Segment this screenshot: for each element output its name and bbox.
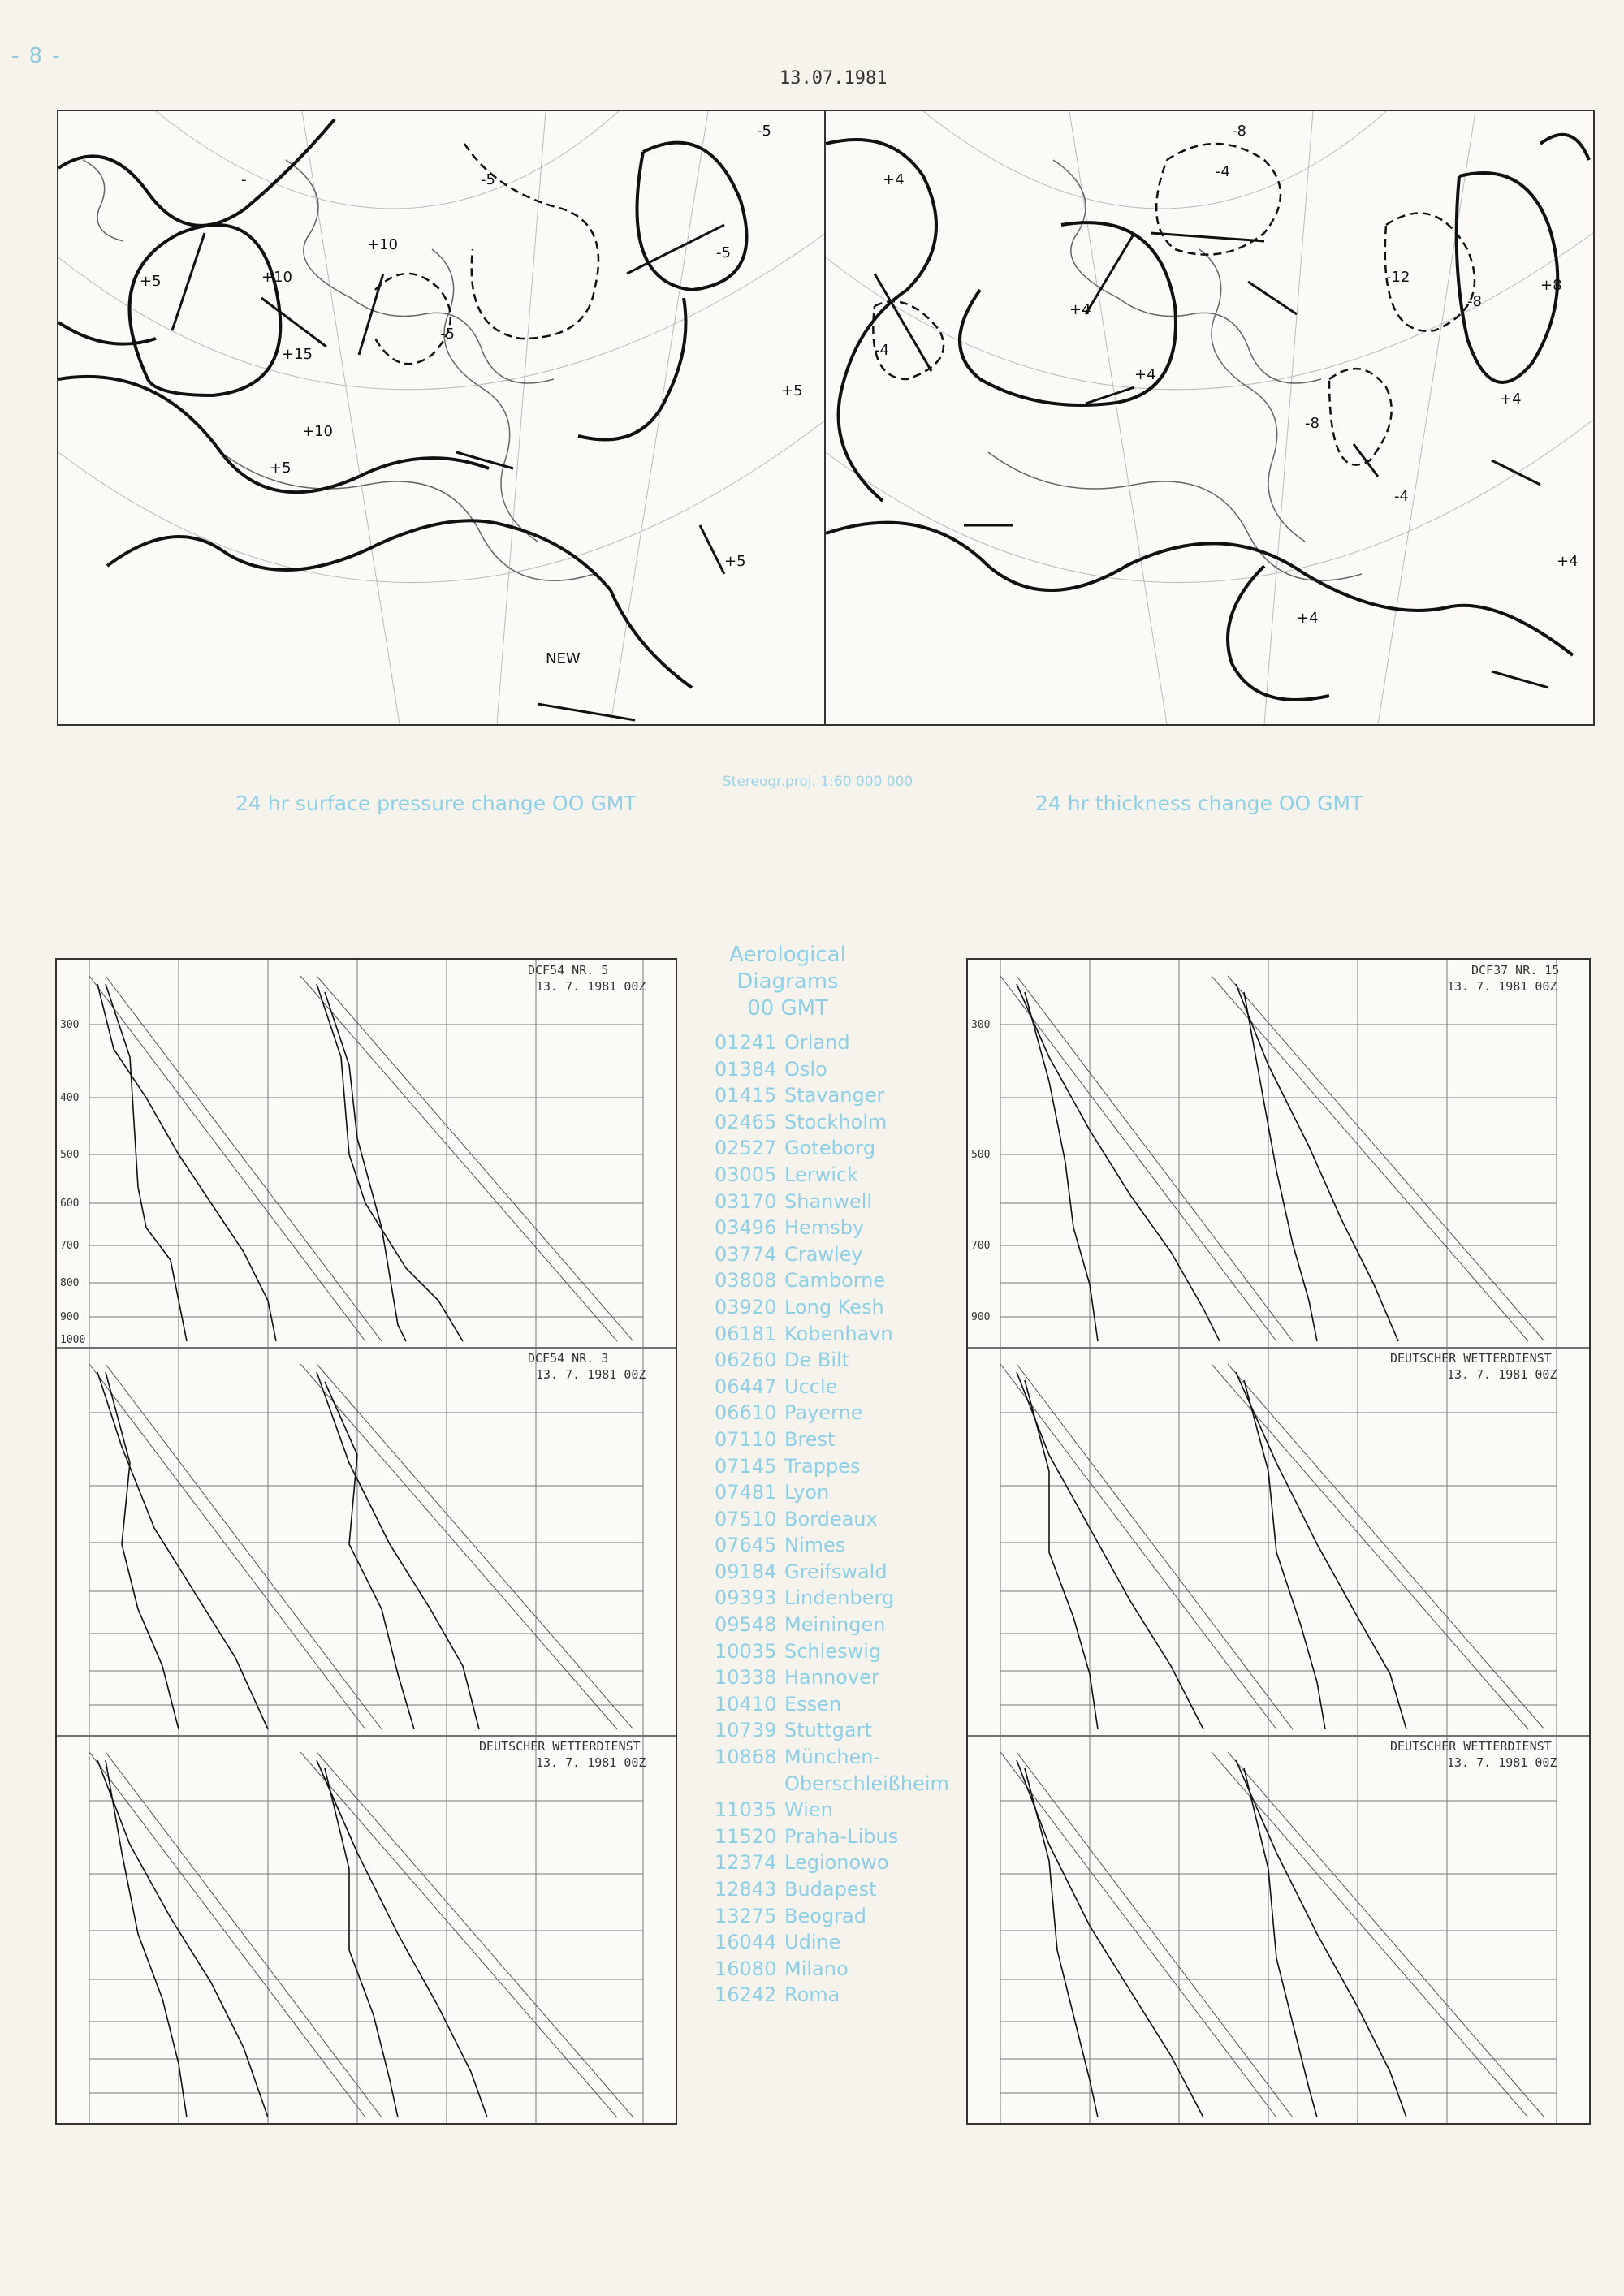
station-row <box>715 1585 949 1612</box>
station-row <box>715 1109 949 1136</box>
station-name: Trappes <box>784 1454 861 1478</box>
station-name: Stockholm <box>784 1110 888 1133</box>
station-row <box>715 1135 949 1162</box>
station-name: Stavanger <box>784 1084 885 1107</box>
station-code: 01241 <box>715 1031 777 1054</box>
station-code: 01384 <box>715 1057 777 1081</box>
station-name: Lerwick <box>784 1163 858 1186</box>
station-row <box>715 1029 949 1056</box>
station-row <box>715 1771 949 1798</box>
station-name: Long Kesh <box>784 1295 884 1318</box>
station-code: 09184 <box>715 1560 777 1583</box>
station-name: Uccle <box>784 1375 838 1398</box>
right-panel1-header: DCF37 NR. 15 <box>1471 963 1560 978</box>
station-row <box>715 1612 949 1638</box>
pressure-tick: 400 <box>60 1092 80 1104</box>
left-panel2-header: DCF54 NR. 3 <box>528 1351 609 1366</box>
station-name: Praha-Libus <box>784 1824 899 1848</box>
aerological-diagrams-right <box>966 958 1591 2125</box>
pressure-tick: 900 <box>971 1311 991 1323</box>
station-name: Milano <box>784 1957 849 1980</box>
left-panel1-time: 13. 7. 1981 00Z <box>536 979 646 994</box>
svg-text:-8: -8 <box>1232 123 1246 140</box>
pressure-map-drawing <box>58 111 826 724</box>
station-name: Lyon <box>784 1481 830 1504</box>
svg-text:+5: +5 <box>724 553 746 570</box>
station-row <box>715 1876 949 1903</box>
station-name: Brest <box>784 1427 836 1451</box>
station-code: 10035 <box>715 1639 777 1663</box>
map-scale-label: Stereogr.proj. 1:60 000 000 <box>723 774 914 790</box>
station-name: Roma <box>784 1983 840 2007</box>
svg-text:+10: +10 <box>261 269 292 286</box>
svg-text:+5: +5 <box>270 460 292 477</box>
station-name: Camborne <box>784 1269 886 1293</box>
station-name: Oslo <box>784 1057 827 1081</box>
station-row <box>715 1559 949 1586</box>
station-code: 13275 <box>715 1904 777 1927</box>
station-code: 10739 <box>715 1719 777 1742</box>
right-panel2-time: 13. 7. 1981 00Z <box>1447 1367 1557 1382</box>
station-code: 06610 <box>715 1401 777 1425</box>
pressure-tick: 900 <box>60 1311 80 1323</box>
svg-text:-: - <box>241 171 247 188</box>
station-row <box>715 1903 949 1930</box>
station-row <box>715 1453 949 1480</box>
right-panel1-time: 13. 7. 1981 00Z <box>1447 979 1557 994</box>
station-row <box>715 1294 949 1321</box>
station-code: 07481 <box>715 1481 777 1504</box>
right-diagram-grid <box>968 960 1589 2123</box>
station-row <box>715 1638 949 1665</box>
left-map-caption: 24 hr surface pressure change OO GMT <box>235 792 637 815</box>
station-row <box>715 1241 949 1268</box>
station-row <box>715 1347 949 1374</box>
svg-text:+4: +4 <box>883 171 905 188</box>
chart-date: 13.07.1981 <box>780 68 888 88</box>
station-name: Crawley <box>784 1242 863 1266</box>
station-code: 03920 <box>715 1295 777 1318</box>
station-code: 03170 <box>715 1189 777 1213</box>
station-code <box>715 1771 784 1798</box>
svg-text:+8: +8 <box>1540 277 1562 294</box>
station-row <box>715 1691 949 1718</box>
station-row <box>715 1267 949 1294</box>
legend-title-line2: Diagrams <box>736 969 839 994</box>
station-row <box>715 1479 949 1506</box>
pressure-tick: 800 <box>60 1277 80 1289</box>
station-code: 06260 <box>715 1349 777 1372</box>
station-code: 06447 <box>715 1375 777 1398</box>
svg-text:-5: -5 <box>440 326 455 343</box>
station-code: 07510 <box>715 1507 777 1530</box>
station-name: Payerne <box>784 1401 863 1425</box>
station-name: München- <box>784 1746 881 1769</box>
station-name: Budapest <box>784 1878 877 1901</box>
station-row <box>715 1400 949 1426</box>
pressure-tick: 500 <box>971 1149 991 1161</box>
svg-text:-5: -5 <box>716 244 731 261</box>
station-name: Hannover <box>784 1666 879 1690</box>
station-row <box>715 1162 949 1189</box>
legend-title-line3: 00 GMT <box>747 996 828 1021</box>
station-row <box>715 1374 949 1400</box>
station-code: 03005 <box>715 1163 777 1186</box>
station-row <box>715 1929 949 1956</box>
station-row <box>715 1744 949 1771</box>
station-name: Meiningen <box>784 1613 886 1637</box>
svg-text:-4: -4 <box>1216 163 1230 180</box>
station-name: Goteborg <box>784 1137 876 1160</box>
station-name: Legionowo <box>784 1851 889 1875</box>
station-row <box>715 1982 949 2009</box>
pressure-tick: 700 <box>60 1240 80 1252</box>
aerological-legend-title <box>706 942 869 1022</box>
station-code: 03774 <box>715 1242 777 1266</box>
svg-text:+10: +10 <box>367 236 398 253</box>
station-code: 02527 <box>715 1137 777 1160</box>
left-diagram-grid <box>57 960 676 2123</box>
left-panel3-time: 13. 7. 1981 00Z <box>536 1755 646 1770</box>
station-row <box>715 1717 949 1744</box>
thickness-change-map <box>824 110 1595 726</box>
station-code: 03808 <box>715 1269 777 1293</box>
svg-text:+4: +4 <box>1297 610 1319 627</box>
station-name: Stuttgart <box>784 1719 872 1742</box>
svg-text:-4: -4 <box>1394 488 1409 505</box>
left-panel1-header: DCF54 NR. 5 <box>528 963 609 978</box>
station-code: 12843 <box>715 1878 777 1901</box>
station-row <box>715 1823 949 1850</box>
station-code: 16242 <box>715 1983 777 2007</box>
station-row <box>715 1797 949 1823</box>
svg-text:+5: +5 <box>140 273 162 290</box>
left-panel2-time: 13. 7. 1981 00Z <box>536 1367 646 1382</box>
station-name: Schleswig <box>784 1639 882 1663</box>
station-code: 10868 <box>715 1746 777 1769</box>
station-row <box>715 1321 949 1348</box>
pressure-tick: 300 <box>60 1019 80 1031</box>
svg-text:+15: +15 <box>282 346 313 363</box>
station-name: Udine <box>784 1931 841 1954</box>
station-code: 09548 <box>715 1613 777 1637</box>
svg-text:+5: +5 <box>781 382 803 399</box>
pressure-tick: 1000 <box>60 1334 86 1346</box>
station-name: Greifswald <box>784 1560 888 1583</box>
station-row <box>715 1956 949 1983</box>
station-row <box>715 1189 949 1215</box>
station-code: 11035 <box>715 1798 777 1822</box>
right-panel3-header: DEUTSCHER WETTERDIENST <box>1390 1739 1552 1754</box>
aerological-diagrams-left <box>55 958 677 2125</box>
station-row <box>715 1056 949 1083</box>
station-code: 07145 <box>715 1454 777 1478</box>
right-map-caption: 24 hr thickness change OO GMT <box>1035 792 1363 815</box>
station-name: Wien <box>784 1798 833 1822</box>
station-name: Lindenberg <box>784 1586 895 1610</box>
surface-pressure-change-map <box>57 110 827 726</box>
svg-text:+4: +4 <box>1500 391 1522 408</box>
station-code: 01415 <box>715 1084 777 1107</box>
pressure-tick: 700 <box>971 1240 991 1252</box>
station-row <box>715 1849 949 1876</box>
svg-text:NEW: NEW <box>546 650 581 667</box>
svg-text:-8: -8 <box>1467 293 1482 310</box>
station-code: 07645 <box>715 1534 777 1557</box>
svg-text:-4: -4 <box>875 342 889 359</box>
station-code: 02465 <box>715 1110 777 1133</box>
pressure-tick: 600 <box>60 1198 80 1210</box>
station-name: Kobenhavn <box>784 1322 893 1345</box>
station-row <box>715 1426 949 1453</box>
station-name: Essen <box>784 1692 842 1716</box>
station-name: Bordeaux <box>784 1507 878 1530</box>
pressure-tick: 500 <box>60 1149 80 1161</box>
svg-text:+4: +4 <box>1134 366 1156 383</box>
pressure-tick: 300 <box>971 1019 991 1031</box>
svg-text:-5: -5 <box>757 123 771 140</box>
station-code: 10410 <box>715 1692 777 1716</box>
station-row <box>715 1532 949 1559</box>
left-panel3-header: DEUTSCHER WETTERDIENST <box>479 1739 641 1754</box>
page-number: - 8 - <box>11 44 62 68</box>
svg-text:-5: -5 <box>481 171 495 188</box>
thickness-map-drawing <box>826 111 1593 724</box>
right-panel3-time: 13. 7. 1981 00Z <box>1447 1755 1557 1770</box>
station-name: Hemsby <box>784 1216 865 1240</box>
svg-text:+10: +10 <box>302 423 333 440</box>
station-name: Orland <box>784 1031 850 1054</box>
station-name: Beograd <box>784 1904 866 1927</box>
station-name: Nimes <box>784 1534 846 1557</box>
station-name: De Bilt <box>784 1349 850 1372</box>
station-code: 12374 <box>715 1851 777 1875</box>
station-name: Shanwell <box>784 1189 873 1213</box>
svg-text:-8: -8 <box>1305 415 1320 432</box>
station-name: Oberschleißheim <box>784 1772 949 1795</box>
svg-text:+4: +4 <box>1069 301 1091 318</box>
svg-text:-12: -12 <box>1386 269 1410 286</box>
station-code: 10338 <box>715 1666 777 1690</box>
station-code: 03496 <box>715 1216 777 1240</box>
station-code: 16044 <box>715 1931 777 1954</box>
station-row <box>715 1215 949 1241</box>
station-code: 07110 <box>715 1427 777 1451</box>
svg-text:+4: +4 <box>1557 553 1579 570</box>
legend-title-line1: Aerological <box>729 943 846 967</box>
station-code: 09393 <box>715 1586 777 1610</box>
right-panel2-header: DEUTSCHER WETTERDIENST <box>1390 1351 1552 1366</box>
station-code: 16080 <box>715 1957 777 1980</box>
station-row <box>715 1506 949 1533</box>
station-list <box>715 1029 949 2009</box>
station-code: 11520 <box>715 1824 777 1848</box>
station-row <box>715 1664 949 1691</box>
station-row <box>715 1082 949 1109</box>
station-code: 06181 <box>715 1322 777 1345</box>
